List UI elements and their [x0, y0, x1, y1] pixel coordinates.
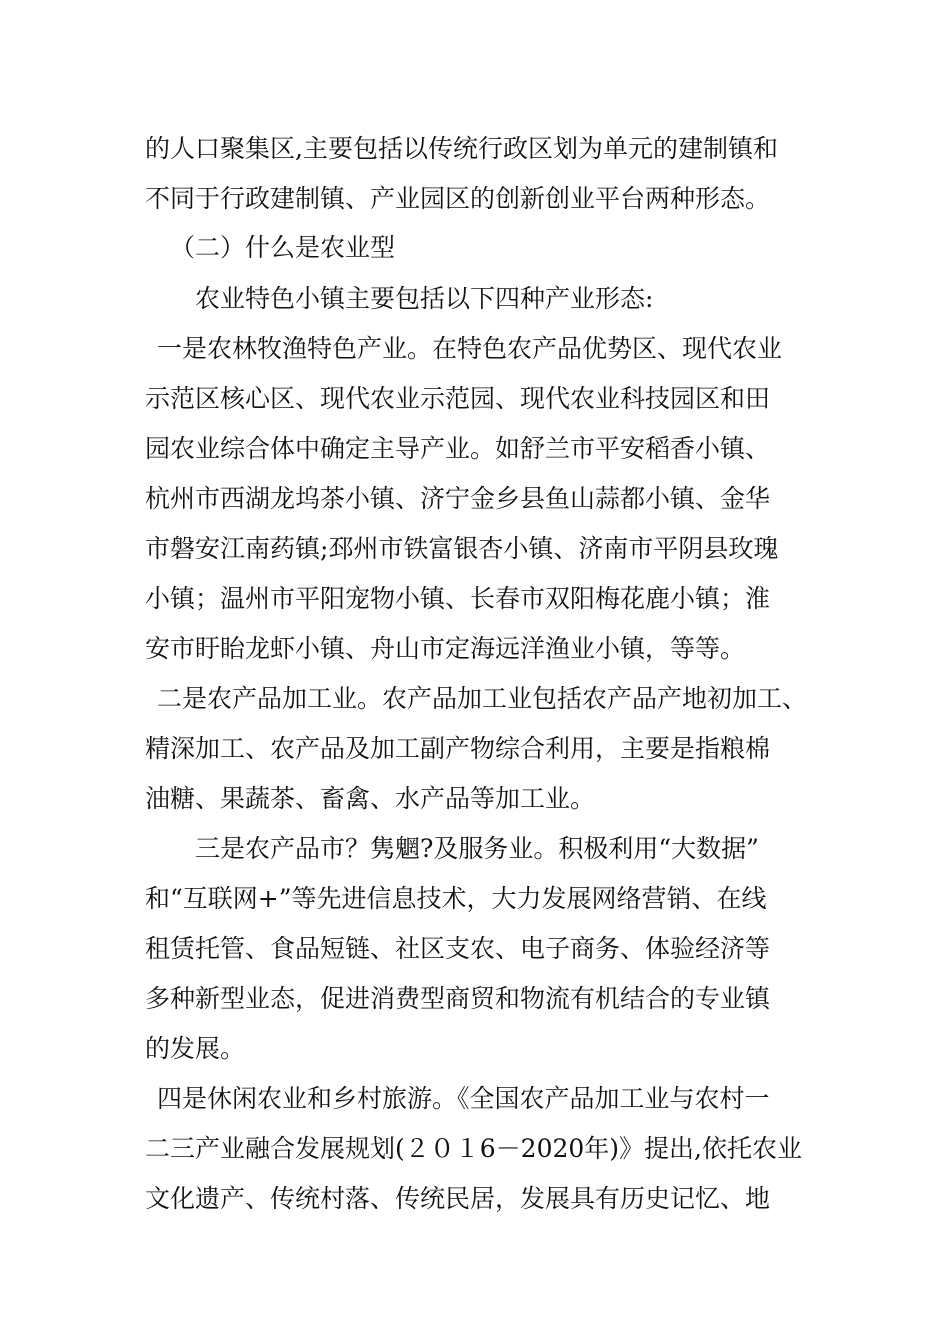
- text-line: 三是农产品市？隽魍?及服务业。积极利用“大数据”: [195, 834, 759, 863]
- text-line: 精深加工、农产品及加工副产物综合利用，主要是指粮棉: [145, 734, 771, 763]
- text-line: 安市盱眙龙虾小镇、舟山市定海远洋渔业小镇，等等。: [145, 634, 746, 663]
- text-line: 的发展。: [145, 1034, 246, 1063]
- text-line: 的人口聚集区,主要包括以传统行政区划为单元的建制镇和: [145, 134, 778, 163]
- text-line: 杭州市西湖龙坞茶小镇、济宁金乡县鱼山蒜都小镇、金华: [145, 484, 771, 513]
- text-line: 示范区核心区、现代农业示范园、现代农业科技园区和田: [145, 384, 771, 413]
- text-line: 二三产业融合发展规划(２０１6－2020年)》提出,依托农业: [145, 1134, 802, 1163]
- text-line: 和“互联网+”等先进信息技术，大力发展网络营销、在线: [145, 884, 767, 913]
- section-heading: （二）什么是农业型: [170, 233, 396, 262]
- text-line: 文化遗产、传统村落、传统民居，发展具有历史记忆、地: [145, 1184, 771, 1213]
- text-line: 租赁托管、食品短链、社区支农、电子商务、体验经济等: [145, 934, 771, 963]
- text-line: 农业特色小镇主要包括以下四种产业形态:: [195, 284, 654, 313]
- text-line: 小镇；温州市平阳宠物小镇、长春市双阳梅花鹿小镇；淮: [145, 584, 771, 613]
- text-line: 多种新型业态，促进消费型商贸和物流有机结合的专业镇: [145, 984, 771, 1013]
- text-line: 不同于行政建制镇、产业园区的创新创业平台两种形态。: [145, 184, 771, 213]
- text-line: 二是农产品加工业。农产品加工业包括农产品产地初加工、: [157, 684, 808, 713]
- text-line: 园农业综合体中确定主导产业。如舒兰市平安稻香小镇、: [145, 434, 771, 463]
- text-line: 市磐安江南药镇;邳州市铁富银杏小镇、济南市平阴县玫瑰: [145, 534, 779, 563]
- text-line: 一是农林牧渔特色产业。在特色农产品优势区、现代农业: [157, 334, 783, 363]
- text-line: 油糖、果蔬茶、畜禽、水产品等加工业。: [145, 784, 596, 813]
- text-line: 四是休闲农业和乡村旅游。《全国农产品加工业与农村一: [157, 1084, 770, 1113]
